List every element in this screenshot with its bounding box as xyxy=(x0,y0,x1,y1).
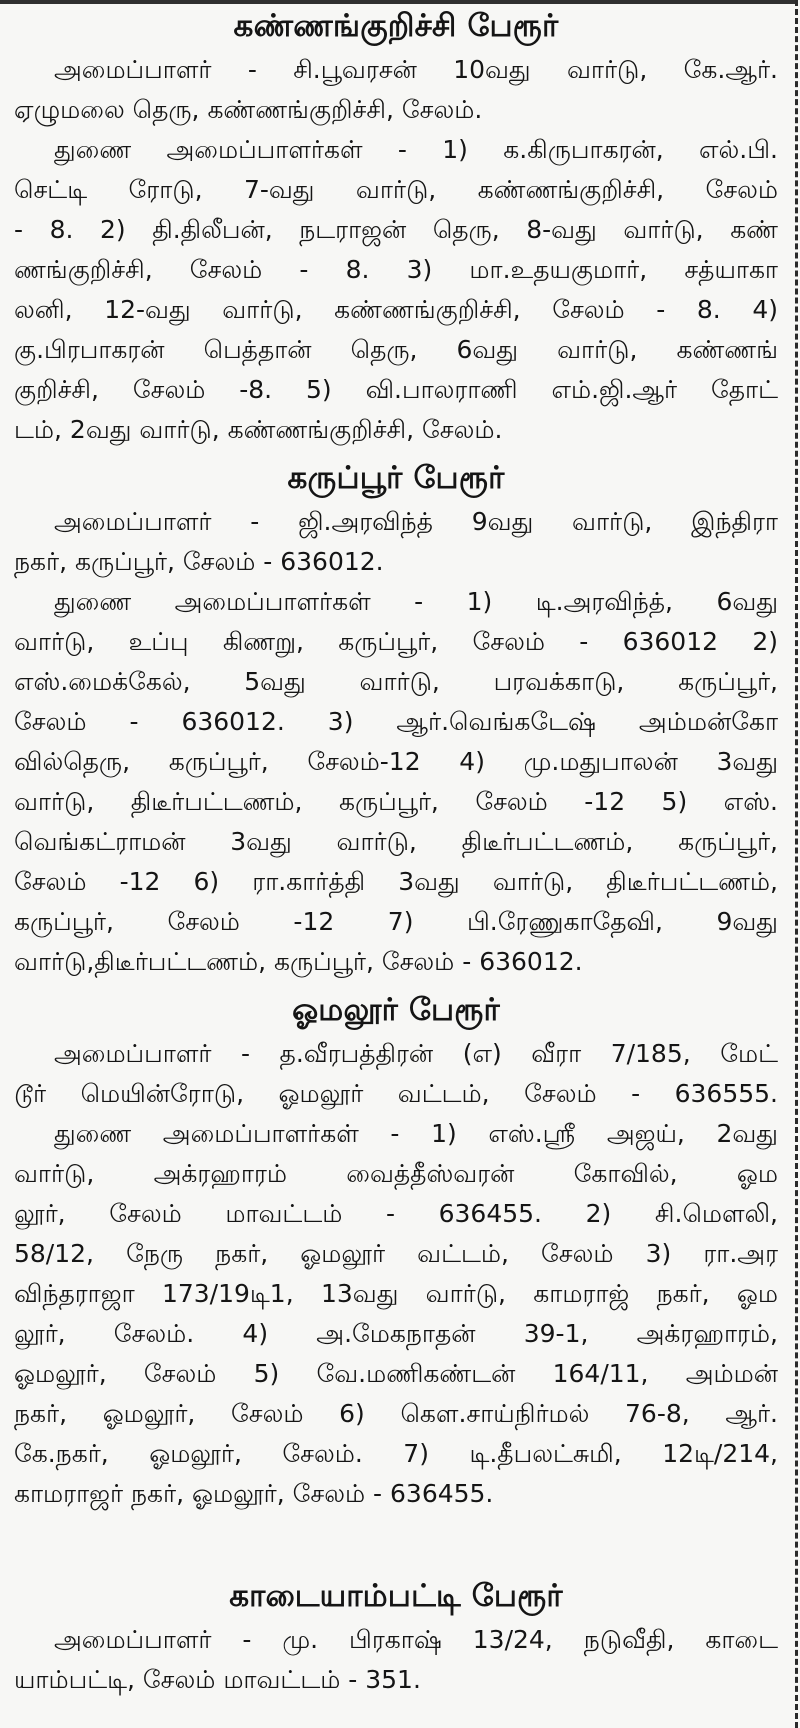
section-body xyxy=(14,502,778,982)
section-kadayampatti xyxy=(14,1576,778,1700)
text-line: கருப்பூர், சேலம் -12 7) பி.ரேணுகாதேவி, 9வது xyxy=(14,907,778,936)
text-line: சேலம் - 636012. 3) ஆர்.வெங்கடேஷ் அம்மன்கோ xyxy=(14,707,778,736)
section-heading: ஓமலூர் பேரூர் xyxy=(292,992,500,1028)
text-line: லூர், சேலம் மாவட்டம் - 636455. 2) சி.மௌலி, xyxy=(14,1199,778,1228)
section-heading: காடையாம்பட்டி பேரூர் xyxy=(229,1578,563,1614)
text-line: நகர், ஓமலூர், சேலம் 6) கௌ.சாய்நிர்மல் 76-8, ஆர். xyxy=(14,1399,778,1428)
text-line: துணை அமைப்பாளர்கள் - 1) எஸ்.ஸ்ரீ அஜய், 2வது xyxy=(54,1119,778,1148)
section-kannankurichi xyxy=(14,6,778,450)
text-line: அமைப்பாளர் - மு. பிரகாஷ் 13/24, நடுவீதி, காடை xyxy=(54,1625,778,1654)
text-line: துணை அமைப்பாளர்கள் - 1) க.கிருபாகரன், எல்.பி. xyxy=(54,135,778,164)
text-line: நகர், கருப்பூர், சேலம் - 636012. xyxy=(14,547,384,576)
text-line: ணங்குறிச்சி, சேலம் - 8. 3) மா.உதயகுமார், சத்யாகா xyxy=(14,255,778,284)
text-line: டூர் மெயின்ரோடு, ஓமலூர் வட்டம், சேலம் - 636555. xyxy=(14,1079,778,1108)
top-rule xyxy=(0,0,795,4)
text-line: அமைப்பாளர் - சி.பூவரசன் 10வது வார்டு, கே.ஆர். xyxy=(54,55,778,84)
text-line: வார்டு, திடீர்பட்டணம், கருப்பூர், சேலம் -12 5) எஸ். xyxy=(14,787,778,816)
text-line: அமைப்பாளர் - த.வீரபத்திரன் (எ) வீரா 7/185, மேட் xyxy=(54,1039,778,1068)
section-heading: கருப்பூர் பேரூர் xyxy=(287,460,505,496)
section-body xyxy=(14,1620,778,1700)
text-line: ஓமலூர், சேலம் 5) வே.மணிகண்டன் 164/11, அம்மன் xyxy=(14,1359,778,1388)
text-line: வார்டு, அக்ரஹாரம் வைத்தீஸ்வரன் கோவில், ஓம xyxy=(14,1159,778,1188)
text-line: எஸ்.மைக்கேல், 5வது வார்டு, பரவக்காடு, கருப்பூர், xyxy=(14,667,778,696)
section-omalur xyxy=(14,990,778,1514)
dashed-column-rule xyxy=(795,0,800,1728)
section-karuppur xyxy=(14,458,778,982)
text-line: டம், 2வது வார்டு, கண்ணங்குறிச்சி, சேலம். xyxy=(14,415,503,444)
text-line: கே.நகர், ஓமலூர், சேலம். 7) டி.தீபலட்சுமி, 12டி/214, xyxy=(14,1439,778,1468)
text-line: வார்டு,திடீர்பட்டணம், கருப்பூர், சேலம் - 636012. xyxy=(14,947,583,976)
section-body xyxy=(14,50,778,450)
text-line: 58/12, நேரு நகர், ஓமலூர் வட்டம், சேலம் 3) ரா.அர xyxy=(14,1239,778,1268)
text-line: துணை அமைப்பாளர்கள் - 1) டி.அரவிந்த், 6வது xyxy=(54,587,778,616)
text-line: வில்தெரு, கருப்பூர், சேலம்-12 4) மு.மதுபாலன் 3வது xyxy=(14,747,778,776)
text-line: வார்டு, உப்பு கிணறு, கருப்பூர், சேலம் - 636012 2) xyxy=(14,627,778,656)
text-line: காமராஜர் நகர், ஓமலூர், சேலம் - 636455. xyxy=(14,1479,494,1508)
text-line: விந்தராஜா 173/19டி1, 13வது வார்டு, காமராஜ் நகர், ஓம xyxy=(14,1279,778,1308)
text-line: லனி, 12-வது வார்டு, கண்ணங்குறிச்சி, சேலம் - 8. 4) xyxy=(14,295,778,324)
text-line: லூர், சேலம். 4) அ.மேகநாதன் 39-1, அக்ரஹாரம், xyxy=(14,1319,778,1348)
text-line: அமைப்பாளர் - ஜி.அரவிந்த் 9வது வார்டு, இந்திரா xyxy=(54,507,778,536)
text-line: வெங்கட்ராமன் 3வது வார்டு, திடீர்பட்டணம், கருப்பூர், xyxy=(14,827,778,856)
text-line: ஏழுமலை தெரு, கண்ணங்குறிச்சி, சேலம். xyxy=(14,95,483,124)
text-line: யாம்பட்டி, சேலம் மாவட்டம் - 351. xyxy=(14,1665,421,1694)
text-line: - 8. 2) தி.திலீபன், நடராஜன் தெரு, 8-வது வார்டு, கண் xyxy=(14,215,778,244)
section-body xyxy=(14,1034,778,1514)
section-heading: கண்ணங்குறிச்சி பேரூர் xyxy=(233,8,559,44)
text-line: கு.பிரபாகரன் பெத்தான் தெரு, 6வது வார்டு, கண்ணங் xyxy=(14,335,778,364)
text-line: குறிச்சி, சேலம் -8. 5) வி.பாலராணி எம்.ஜி.ஆர் தோட் xyxy=(14,375,778,404)
text-line: சேலம் -12 6) ரா.கார்த்தி 3வது வார்டு, திடீர்பட்டணம், xyxy=(14,867,778,896)
text-line: செட்டி ரோடு, 7-வது வார்டு, கண்ணங்குறிச்சி, சேலம் xyxy=(14,175,778,204)
